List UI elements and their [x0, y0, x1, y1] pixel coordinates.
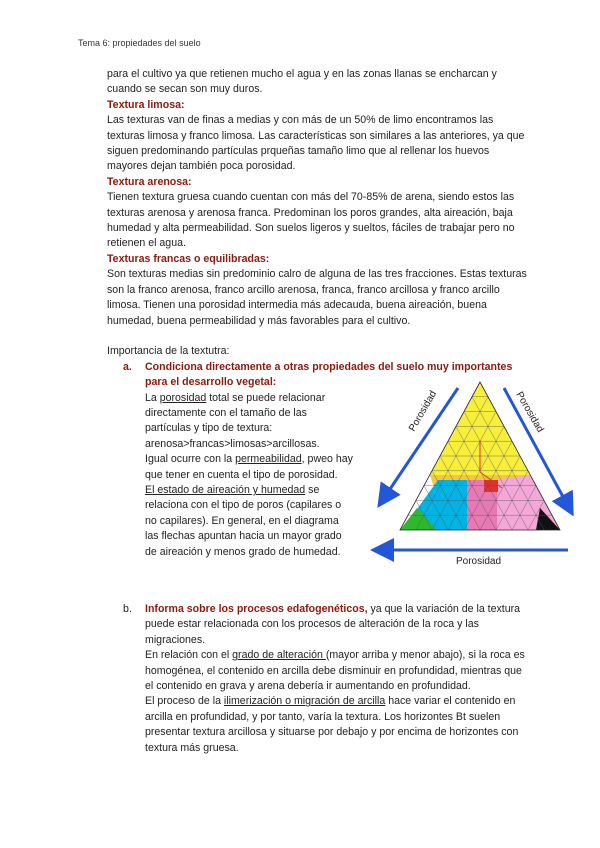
item-b-title: Informa sobre los procesos edafogenéticos,: [145, 602, 368, 615]
item-a-permeabilidad: Igual ocurre con la permeabilidad, pweo hay que tener en cuenta el tipo de porosidad.: [145, 453, 353, 481]
item-a-body: [145, 391, 355, 560]
porosity-label-bottom: Porosidad: [456, 556, 502, 567]
item-a-aireacion: El estado de aireación y humedad se relaciona con el tipo de poros (capilares o no capilares). En general, en el diagrama las flechas apuntan hacia un mayor grado de aireación y menos grado de humedad.: [145, 483, 342, 558]
section-text-arenosa: Tienen textura gruesa cuando cuentan con más del 70-85% de arena, siendo estos las texturas arenosa y arenosa franca. Predominan los poros grandes, alta aireación, baja humedad y alta permeabilidad. Son suelos ligeros y sueltos, fáciles de trabajar pero no retienen el agua.: [107, 191, 515, 250]
item-b-ilimerizacion: El proceso de la ilimerización o migración de arcilla hace variar el contenido en arcilla en profundidad, y por tanto, varía la textura. Los horizontes Bt suelen presentar textura arcillosa y situarse por debajo y por encima de horizontes con textura más gruesa.: [145, 695, 519, 754]
importance-heading: Importancia de la textutra:: [107, 345, 230, 358]
item-b-intro: Informa sobre los procesos edafogenéticos, ya que la variación de la textura puede estar relacionada con los procesos de alteración de la roca y las migraciones.: [145, 602, 521, 646]
item-b-alteracion: En relación con el grado de alteración (mayor arriba y menor abajo), si la roca es homogénea, el contenido en arcilla debe disminuir en profundidad, mientras que el contenido en grava y arena debería ir aumentando en profundidad.: [145, 649, 525, 693]
list-marker-b: b.: [123, 602, 132, 615]
list-marker-a: a.: [123, 360, 132, 373]
section-text-limosa: Las texturas van de finas a medias y con más de un 50% de limo encontramos las texturas limosa y franco limosa. Las características son similares a las anteriores, ya que siguen predominando partículas prqueñas tamaño limo que al rellenar los huevos mayores dejan también poca porosidad.: [107, 114, 525, 173]
soil-texture-triangle-diagram: [372, 380, 572, 567]
item-a-title: Condiciona directamente a otras propiedades del suelo muy importantes para el desarrollo vegetal:: [145, 360, 513, 389]
page-header: Tema 6: propiedades del suelo: [78, 38, 201, 48]
list-item-b: [107, 602, 527, 756]
porosity-label-left: Porosidad: [407, 389, 440, 434]
section-title-francas: Texturas francas o equilibradas:: [107, 252, 270, 265]
porosity-label-right: Porosidad: [513, 390, 546, 435]
section-title-limosa: Textura limosa:: [107, 98, 185, 111]
section-text-francas: Son texturas medias sin predominio calro de alguna de las tres fracciones. Estas texturas son la franco arenosa, franco arcillo arenosa, franca, franco arcillosa y franco arcillo limosa. Tienen una porosidad intermedia más adecauda, buena aireación, buena humedad, buena permeabilidad y más favorables para el cultivo.: [107, 268, 527, 327]
item-a-porosidad: La porosidad total se puede relacionar directamente con el tamaño de las partículas y tipo de textura: arenosa>francas>limosas>arcillosas.: [145, 391, 326, 450]
intro-continuation: para el cultivo ya que retienen mucho el agua y en las zonas llanas se encharcan y cuando se secan son muy duros.: [107, 68, 497, 96]
section-title-arenosa: Textura arenosa:: [107, 175, 192, 188]
